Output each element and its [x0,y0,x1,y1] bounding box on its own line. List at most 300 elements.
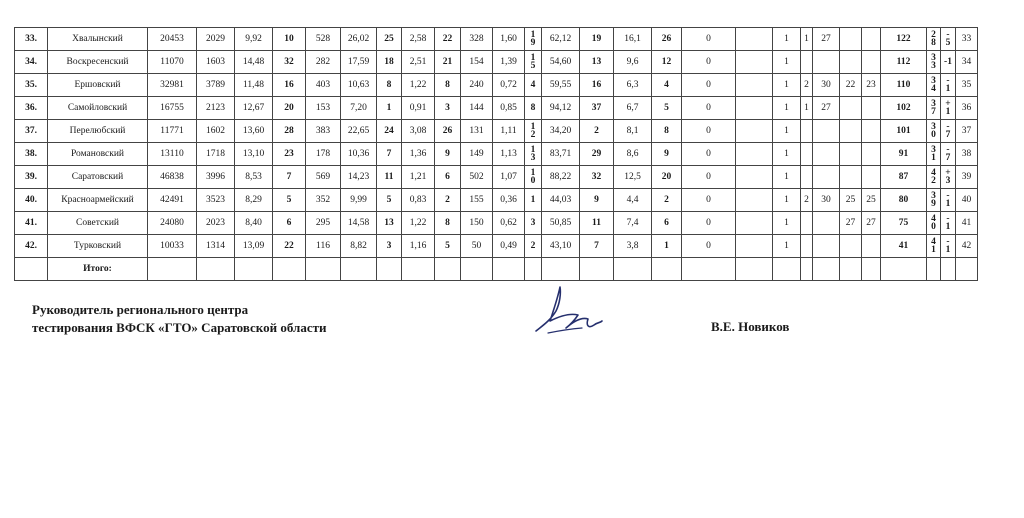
value-cell: 8,40 [235,212,273,235]
value-cell: 0 [682,74,736,97]
value-cell: 3,8 [614,235,652,258]
stacked-digit: 0 [530,176,536,186]
value-cell: 1,60 [493,28,525,51]
value-cell: 5 [652,97,682,120]
district-name: Романовский [48,143,148,166]
stacked-value-cell [927,143,941,166]
value-cell: 13110 [148,143,197,166]
value-cell: 8,1 [614,120,652,143]
value-cell: 22 [840,74,862,97]
stacked-digit: 2 [931,30,936,40]
value-cell: 383 [306,120,341,143]
value-cell: 27 [813,28,840,51]
value-cell: 21 [435,51,461,74]
value-cell: 0 [682,120,736,143]
value-cell: 8,29 [235,189,273,212]
value-cell: 23 [273,143,306,166]
district-name: Самойловский [48,97,148,120]
value-cell: 3,08 [402,120,435,143]
value-cell: 0 [682,143,736,166]
table-row [15,97,978,120]
value-cell: 569 [306,166,341,189]
stacked-digit: 7 [931,107,936,117]
value-cell: 1 [773,166,801,189]
total-label: Итого: [48,258,148,281]
value-cell [840,51,862,74]
value-cell: 11 [580,212,614,235]
stacked-digit: 8 [530,103,536,113]
value-cell: 1 [801,97,813,120]
stacked-digit: -1 [944,57,952,67]
value-cell: 2123 [197,97,235,120]
district-name: Перелюбский [48,120,148,143]
value-cell: 0,91 [402,97,435,120]
value-cell: 43,10 [542,235,580,258]
value-cell: 352 [306,189,341,212]
value-cell: 502 [461,166,493,189]
value-cell [801,212,813,235]
stacked-digit: 5 [530,61,536,71]
value-cell: 11771 [148,120,197,143]
value-cell: 36 [956,97,978,120]
stacked-digit: 5 [945,38,951,48]
value-cell [862,51,881,74]
value-cell [813,212,840,235]
stacked-value-cell [941,143,956,166]
value-cell: 154 [461,51,493,74]
value-cell [862,235,881,258]
value-cell: 39 [956,166,978,189]
value-cell: 24080 [148,212,197,235]
stacked-digit: 3 [931,99,936,109]
value-cell: 116 [306,235,341,258]
value-cell: 10 [273,28,306,51]
stacked-value-cell [941,189,956,212]
value-cell: 1,16 [402,235,435,258]
value-cell: 7,20 [341,97,377,120]
value-cell [736,97,773,120]
value-cell: 27 [840,212,862,235]
value-cell: 46838 [148,166,197,189]
value-cell [813,235,840,258]
value-cell: 1 [773,28,801,51]
stacked-value-cell [927,51,941,74]
value-cell [736,74,773,97]
value-cell: 6 [273,212,306,235]
stacked-digit: 1 [945,107,951,117]
value-cell: 0,83 [402,189,435,212]
value-cell: 37 [956,120,978,143]
value-cell: 131 [461,120,493,143]
value-cell: 3 [377,235,402,258]
value-cell: 7 [580,235,614,258]
value-cell [813,143,840,166]
stacked-value-cell [941,166,956,189]
value-cell: 1 [773,97,801,120]
stacked-digit: - [946,191,950,201]
stacked-value-cell [927,120,941,143]
value-cell: 10033 [148,235,197,258]
row-number: 34. [15,51,48,74]
value-cell: 9,6 [614,51,652,74]
value-cell: 6 [435,166,461,189]
value-cell: 62,12 [542,28,580,51]
stacked-digit: - [946,76,950,86]
value-cell: 0 [682,235,736,258]
value-cell: 8 [377,74,402,97]
value-cell: 40 [956,189,978,212]
value-cell: 1 [801,28,813,51]
value-cell: 11070 [148,51,197,74]
value-cell [840,120,862,143]
stacked-digit: + [945,99,951,109]
stacked-digit: 1 [945,222,951,232]
stacked-digit: 1 [931,153,936,163]
handwritten-signature [530,281,610,346]
stacked-digit: 1 [945,199,951,209]
value-cell: 54,60 [542,51,580,74]
value-cell: 6 [652,212,682,235]
signatory-title-line1: Руководитель регионального центра [32,302,249,317]
value-cell: 13,60 [235,120,273,143]
value-cell: 1,21 [402,166,435,189]
value-cell [801,143,813,166]
value-cell [801,166,813,189]
value-cell: 3 [435,97,461,120]
stacked-digit: - [946,214,950,224]
value-cell: 1,36 [402,143,435,166]
stacked-digit: - [946,30,950,40]
value-cell: 34,20 [542,120,580,143]
value-cell [801,235,813,258]
value-cell: 0 [682,212,736,235]
value-cell: 6,7 [614,97,652,120]
table-row [15,166,978,189]
value-cell: 50 [461,235,493,258]
stacked-digit: 4 [931,237,936,247]
value-cell: 0 [682,97,736,120]
value-cell: 26 [652,28,682,51]
value-cell: 5 [435,235,461,258]
value-cell: 88,22 [542,166,580,189]
value-cell: 22,65 [341,120,377,143]
stacked-digit: 9 [530,38,536,48]
total-score-cell: 122 [881,28,927,51]
value-cell: 295 [306,212,341,235]
table-row [15,28,978,51]
value-cell: 19 [580,28,614,51]
stacked-digit: 1 [945,245,951,255]
district-name: Хвалынский [48,28,148,51]
value-cell: 20 [273,97,306,120]
stacked-digit: 4 [530,80,536,90]
stacked-value-cell [941,28,956,51]
value-cell: 0 [682,166,736,189]
total-score-cell: 41 [881,235,927,258]
signatory-name: В.Е. Новиков [711,319,790,334]
stacked-digit: 1 [530,53,536,63]
row-number: 38. [15,143,48,166]
value-cell: 8 [652,120,682,143]
table-row [15,212,978,235]
stacked-digit: 1 [530,122,536,132]
value-cell: 42491 [148,189,197,212]
stacked-digit: 3 [931,122,936,132]
value-cell [736,28,773,51]
value-cell: 8,6 [614,143,652,166]
value-cell: 0 [682,51,736,74]
value-cell: 0 [682,28,736,51]
value-cell: 1 [377,97,402,120]
stacked-digit: 7 [945,130,951,140]
value-cell: 3996 [197,166,235,189]
stacked-digit: 3 [530,218,536,228]
stacked-value-cell [927,74,941,97]
value-cell: 5 [377,189,402,212]
stacked-digit: 3 [530,153,536,163]
stacked-digit: 3 [931,53,936,63]
stacked-digit: - [946,237,950,247]
value-cell: 1 [773,120,801,143]
value-cell: 1718 [197,143,235,166]
value-cell: 37 [580,97,614,120]
table-row [15,120,978,143]
stacked-value-cell [927,28,941,51]
total-score-cell: 87 [881,166,927,189]
stacked-value-cell [927,235,941,258]
value-cell: 11,48 [235,74,273,97]
signatory-title-line2: тестирования ВФСК «ГТО» Саратовской области [32,320,327,335]
value-cell: 2 [435,189,461,212]
district-name: Турковский [48,235,148,258]
row-number: 37. [15,120,48,143]
stacked-value-cell [525,235,542,258]
table-row [15,74,978,97]
total-row [15,258,978,281]
stacked-digit: 1 [530,145,536,155]
value-cell: 1603 [197,51,235,74]
value-cell: 13 [377,212,402,235]
value-cell: 16 [580,74,614,97]
stacked-value-cell [525,51,542,74]
value-cell [840,166,862,189]
value-cell [862,166,881,189]
stacked-digit: 9 [931,199,936,209]
stacked-digit: 4 [931,214,936,224]
value-cell: 0,62 [493,212,525,235]
value-cell: 155 [461,189,493,212]
stacked-value-cell [525,212,542,235]
value-cell: 1602 [197,120,235,143]
total-num-cell [15,258,48,281]
value-cell [862,97,881,120]
row-number: 41. [15,212,48,235]
value-cell: 59,55 [542,74,580,97]
value-cell: 12,5 [614,166,652,189]
value-cell: 33 [956,28,978,51]
stacked-value-cell [941,51,956,74]
value-cell: 44,03 [542,189,580,212]
value-cell [736,235,773,258]
value-cell [862,120,881,143]
stacked-digit: - [946,145,950,155]
value-cell: 16,1 [614,28,652,51]
total-score-cell: 91 [881,143,927,166]
row-number: 39. [15,166,48,189]
district-name: Советский [48,212,148,235]
value-cell: 4,4 [614,189,652,212]
value-cell: 22 [435,28,461,51]
value-cell: 50,85 [542,212,580,235]
value-cell: 2,51 [402,51,435,74]
value-cell: 25 [840,189,862,212]
value-cell [736,212,773,235]
value-cell [736,189,773,212]
value-cell: 10,63 [341,74,377,97]
value-cell: 25 [862,189,881,212]
total-score-cell: 75 [881,212,927,235]
stacked-digit: 3 [931,76,936,86]
value-cell: 20453 [148,28,197,51]
value-cell [736,51,773,74]
value-cell: 28 [273,120,306,143]
district-name: Ершовский [48,74,148,97]
value-cell: 8 [435,212,461,235]
value-cell: 1 [773,235,801,258]
value-cell: 2,58 [402,28,435,51]
value-cell: 16755 [148,97,197,120]
district-name: Воскресенский [48,51,148,74]
value-cell: 1,22 [402,74,435,97]
value-cell: 9,92 [235,28,273,51]
value-cell: 42 [956,235,978,258]
value-cell: 1 [773,212,801,235]
value-cell [862,143,881,166]
total-score-cell: 112 [881,51,927,74]
value-cell: 8,82 [341,235,377,258]
value-cell: 2 [652,189,682,212]
results-table-fragment [14,27,978,281]
value-cell: 1,39 [493,51,525,74]
value-cell: 35 [956,74,978,97]
value-cell: 25 [377,28,402,51]
value-cell: 16 [273,74,306,97]
total-score-cell: 101 [881,120,927,143]
value-cell: 282 [306,51,341,74]
stacked-digit: 4 [931,168,936,178]
stacked-digit: 1 [530,168,536,178]
stacked-value-cell [927,166,941,189]
value-cell [736,143,773,166]
value-cell: 0,85 [493,97,525,120]
value-cell [840,97,862,120]
value-cell: 1 [773,143,801,166]
table-row [15,51,978,74]
value-cell: 41 [956,212,978,235]
value-cell: 14,23 [341,166,377,189]
value-cell: 34 [956,51,978,74]
value-cell: 1314 [197,235,235,258]
stacked-digit: 3 [931,61,936,71]
value-cell: 1,07 [493,166,525,189]
value-cell: 24 [377,120,402,143]
value-cell: 1,13 [493,143,525,166]
stacked-digit: 1 [530,30,536,40]
stacked-digit: 3 [945,176,951,186]
stacked-digit: 2 [931,176,936,186]
value-cell [801,51,813,74]
value-cell: 17,59 [341,51,377,74]
value-cell: 30 [813,74,840,97]
value-cell: 13 [580,51,614,74]
value-cell: 0 [682,189,736,212]
stacked-digit: - [946,122,950,132]
value-cell: 144 [461,97,493,120]
value-cell: 7,4 [614,212,652,235]
value-cell: 10,36 [341,143,377,166]
value-cell: 14,58 [341,212,377,235]
value-cell: 13,09 [235,235,273,258]
district-name: Саратовский [48,166,148,189]
stacked-digit: 3 [931,191,936,201]
value-cell: 14,48 [235,51,273,74]
table-row [15,189,978,212]
value-cell: 1 [773,74,801,97]
value-cell [813,120,840,143]
value-cell: 8,53 [235,166,273,189]
value-cell: 1 [773,51,801,74]
stacked-digit: 2 [530,130,536,140]
value-cell: 8 [435,74,461,97]
value-cell: 2 [580,120,614,143]
value-cell: 1 [652,235,682,258]
stacked-value-cell [927,189,941,212]
stacked-value-cell [941,235,956,258]
value-cell: 0,72 [493,74,525,97]
stacked-digit: 3 [931,145,936,155]
value-cell: 38 [956,143,978,166]
stacked-value-cell [525,97,542,120]
value-cell: 27 [862,212,881,235]
stacked-value-cell [525,120,542,143]
value-cell: 0,36 [493,189,525,212]
value-cell: 2023 [197,212,235,235]
stacked-value-cell [941,120,956,143]
table-row [15,143,978,166]
value-cell: 7 [273,166,306,189]
row-number: 42. [15,235,48,258]
value-cell: 26 [435,120,461,143]
value-cell: 6,3 [614,74,652,97]
value-cell: 12 [652,51,682,74]
stacked-digit: 1 [931,245,936,255]
value-cell: 32 [580,166,614,189]
stacked-value-cell [525,74,542,97]
stacked-digit: 2 [530,241,536,251]
signatory-title [32,301,326,337]
value-cell: 149 [461,143,493,166]
value-cell: 1,11 [493,120,525,143]
value-cell: 3523 [197,189,235,212]
value-cell: 150 [461,212,493,235]
value-cell: 1 [773,189,801,212]
value-cell: 20 [652,166,682,189]
value-cell: 528 [306,28,341,51]
value-cell [840,28,862,51]
value-cell: 30 [813,189,840,212]
value-cell: 178 [306,143,341,166]
value-cell: 26,02 [341,28,377,51]
